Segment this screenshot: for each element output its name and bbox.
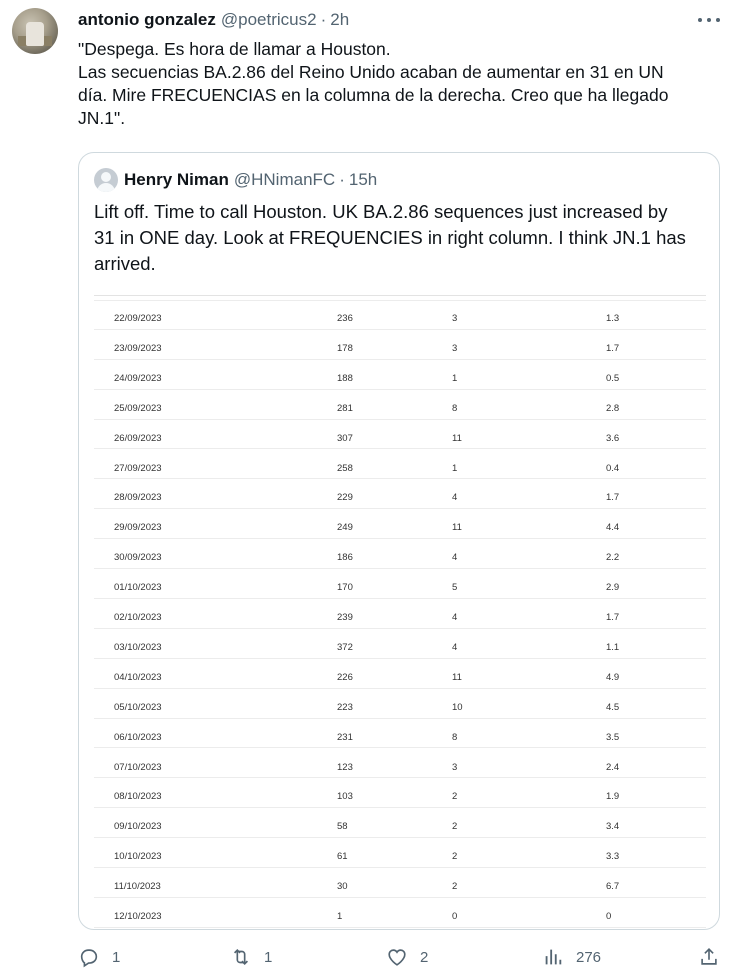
quote-time: 15h: [348, 170, 378, 189]
table-row: [94, 390, 706, 420]
row-sequences: 186: [337, 552, 353, 564]
tweet-header: [78, 10, 349, 30]
table-row: [94, 509, 706, 539]
row-ba286-count: 11: [452, 671, 462, 683]
row-ba286-count: 2: [452, 821, 458, 833]
row-ba286-count: 10: [452, 701, 463, 713]
row-sequences: 123: [337, 761, 353, 773]
row-ba286-count: 4: [452, 612, 458, 623]
row-sequences: 258: [337, 462, 353, 474]
row-ba286-count: 4: [452, 492, 458, 504]
more-dots-icon[interactable]: [698, 10, 720, 30]
row-date: 26/09/2023: [114, 432, 162, 444]
table-row: [94, 629, 706, 659]
row-sequences: 307: [337, 432, 353, 444]
row-date: 06/10/2023: [114, 731, 162, 743]
row-ba286-count: 5: [452, 582, 458, 594]
row-frequency: 1.7: [606, 612, 620, 623]
table-row: [94, 838, 706, 868]
sequence-table-image[interactable]: [94, 293, 706, 922]
repost-icon: [230, 946, 252, 968]
row-frequency: 2.4: [606, 761, 620, 773]
row-date: 08/10/2023: [114, 791, 162, 803]
author-name[interactable]: antonio gonzalez: [78, 10, 216, 29]
row-date: 05/10/2023: [114, 701, 162, 713]
row-ba286-count: 2: [452, 791, 458, 803]
reply-count: 1: [112, 948, 121, 966]
row-frequency: 1.7: [606, 492, 620, 504]
row-date: 23/09/2023: [114, 342, 162, 354]
quote-line: arrived.: [94, 253, 156, 274]
table-row: [94, 868, 706, 898]
row-ba286-count: 0: [452, 911, 458, 922]
row-frequency: 4.4: [606, 522, 620, 534]
row-sequences: 249: [337, 522, 353, 534]
row-frequency: 3.5: [606, 731, 620, 743]
table-row: [94, 898, 706, 928]
separator-dot: ·: [339, 170, 345, 189]
reply-button[interactable]: [78, 945, 120, 969]
row-sequences: 61: [337, 851, 348, 863]
action-bar: [78, 945, 728, 969]
table-row: [94, 330, 706, 360]
row-ba286-count: 3: [452, 761, 458, 773]
row-frequency: 0: [606, 911, 612, 922]
table-row: [94, 719, 706, 749]
row-ba286-count: 11: [452, 432, 462, 444]
row-date: 11/10/2023: [114, 881, 161, 893]
row-sequences: 223: [337, 701, 353, 713]
row-ba286-count: 2: [452, 851, 458, 863]
quote-header: [94, 169, 377, 191]
row-ba286-count: 11: [452, 522, 462, 534]
row-sequences: 1: [337, 911, 343, 922]
row-sequences: 103: [337, 791, 353, 803]
author-avatar[interactable]: [12, 8, 58, 54]
quote-line: 31 in ONE day. Look at FREQUENCIES in right column. I think JN.1 has: [94, 227, 686, 248]
separator-dot: ·: [320, 10, 327, 29]
like-button[interactable]: [386, 945, 428, 969]
tweet-text: [78, 38, 726, 130]
table-row: [94, 689, 706, 719]
row-sequences: 226: [337, 671, 353, 683]
quote-text: [94, 199, 712, 277]
row-date: 02/10/2023: [114, 612, 162, 623]
row-ba286-count: 1: [452, 462, 458, 474]
tweet-time[interactable]: 2h: [330, 10, 350, 29]
table-row: [94, 479, 706, 509]
row-sequences: 281: [337, 402, 353, 414]
share-icon: [698, 946, 720, 968]
row-frequency: 0.4: [606, 462, 620, 474]
row-sequences: 239: [337, 612, 353, 623]
row-date: 24/09/2023: [114, 372, 162, 384]
row-sequences: 229: [337, 492, 353, 504]
row-sequences: 58: [337, 821, 348, 833]
repost-count: 1: [264, 948, 273, 966]
row-date: 12/10/2023: [114, 911, 162, 922]
row-frequency: 2.2: [606, 552, 620, 564]
row-frequency: 4.9: [606, 671, 620, 683]
table-row: [94, 659, 706, 689]
quote-author-handle: @HNimanFC: [233, 170, 336, 189]
quoted-tweet[interactable]: [78, 152, 720, 930]
row-date: 03/10/2023: [114, 641, 162, 653]
row-ba286-count: 3: [452, 342, 458, 354]
row-frequency: 1.9: [606, 791, 620, 803]
row-frequency: 3.6: [606, 432, 620, 444]
row-sequences: 170: [337, 582, 353, 594]
row-frequency: 3.4: [606, 821, 620, 833]
row-sequences: 231: [337, 731, 353, 743]
table-row: [94, 808, 706, 838]
quote-avatar: [94, 168, 118, 192]
row-frequency: 1.7: [606, 342, 620, 354]
views-chart-icon: [542, 946, 564, 968]
row-date: 10/10/2023: [114, 851, 162, 863]
row-frequency: 1.1: [606, 641, 620, 653]
row-sequences: 236: [337, 313, 353, 324]
tweet-line: JN.1".: [78, 108, 126, 128]
row-date: 07/10/2023: [114, 761, 162, 773]
table-row: [94, 749, 706, 779]
table-row: [94, 599, 706, 629]
row-date: 28/09/2023: [114, 492, 162, 504]
row-frequency: 1.3: [606, 313, 620, 324]
row-ba286-count: 4: [452, 552, 458, 564]
repost-button[interactable]: [230, 945, 272, 969]
row-ba286-count: 1: [452, 372, 458, 384]
row-date: 04/10/2023: [114, 671, 162, 683]
tweet-line: día. Mire FRECUENCIAS en la columna de la derecha. Creo que ha llegado: [78, 85, 669, 105]
row-sequences: 178: [337, 342, 353, 354]
table-row: [94, 450, 706, 480]
row-frequency: 2.8: [606, 402, 620, 414]
row-date: 30/09/2023: [114, 552, 162, 564]
row-date: 01/10/2023: [114, 582, 162, 594]
row-frequency: 2.9: [606, 582, 620, 594]
table-row: [94, 360, 706, 390]
views-count: 276: [576, 948, 602, 966]
row-sequences: 30: [337, 881, 348, 893]
row-sequences: 188: [337, 372, 353, 384]
table-row: [94, 300, 706, 330]
table-row: [94, 778, 706, 808]
row-frequency: 0.5: [606, 372, 620, 384]
row-ba286-count: 8: [452, 731, 458, 743]
author-handle[interactable]: @poetricus2: [220, 10, 317, 29]
row-frequency: 4.5: [606, 701, 620, 713]
row-ba286-count: 2: [452, 881, 458, 893]
row-date: 22/09/2023: [114, 313, 162, 324]
heart-icon: [386, 946, 408, 968]
quote-line: Lift off. Time to call Houston. UK BA.2.86 sequences just increased by: [94, 201, 668, 222]
reply-icon: [78, 946, 100, 968]
row-date: 25/09/2023: [114, 402, 162, 414]
views-button[interactable]: [542, 945, 601, 969]
row-sequences: 372: [337, 641, 353, 653]
row-ba286-count: 3: [452, 313, 458, 324]
table-row: [94, 539, 706, 569]
share-button[interactable]: [698, 945, 720, 969]
row-ba286-count: 4: [452, 641, 458, 653]
row-date: 09/10/2023: [114, 821, 162, 833]
table-row: [94, 569, 706, 599]
quote-author-name: Henry Niman: [124, 170, 229, 189]
row-frequency: 6.7: [606, 881, 620, 893]
like-count: 2: [420, 948, 429, 966]
row-date: 29/09/2023: [114, 522, 162, 534]
table-row: [94, 420, 706, 450]
row-date: 27/09/2023: [114, 462, 162, 474]
tweet-line: "Despega. Es hora de llamar a Houston.: [78, 39, 391, 59]
tweet-line: Las secuencias BA.2.86 del Reino Unido acaban de aumentar en 31 en UN: [78, 62, 664, 82]
row-frequency: 3.3: [606, 851, 620, 863]
row-ba286-count: 8: [452, 402, 458, 414]
